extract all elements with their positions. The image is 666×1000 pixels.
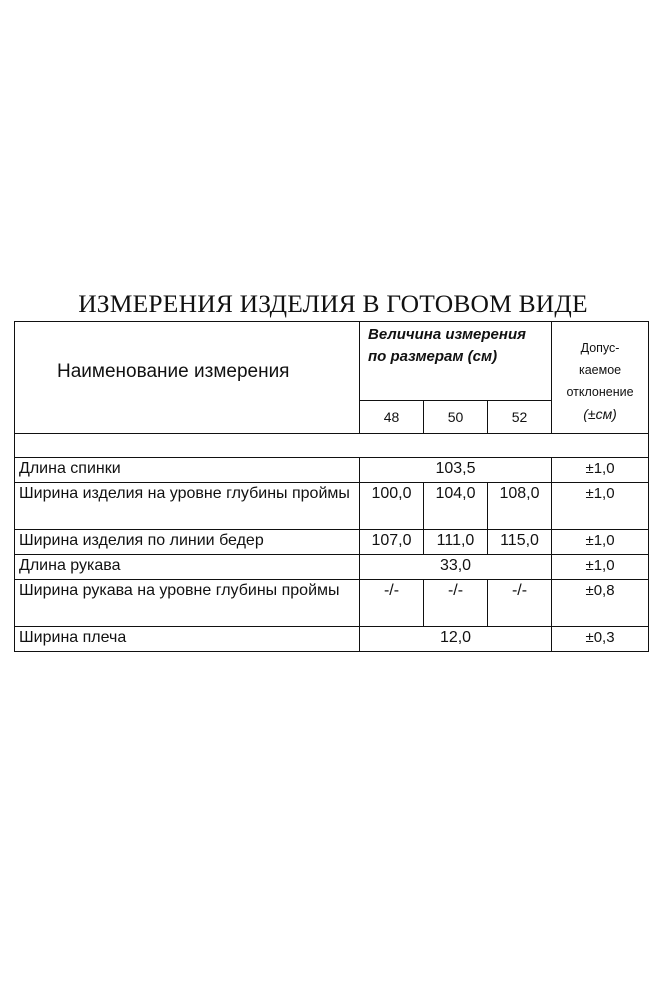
measurement-value-50: 104,0: [424, 483, 488, 530]
table-row: [15, 627, 649, 652]
document-title: ИЗМЕРЕНИЯ ИЗДЕЛИЯ В ГОТОВОМ ВИДЕ: [78, 289, 588, 318]
table-row: [15, 483, 649, 530]
size-52-header: 52: [488, 401, 552, 434]
measurement-tolerance: ±1,0: [552, 483, 649, 530]
tolerance-header-line2: каемое: [578, 362, 622, 377]
measurement-tolerance: ±1,0: [552, 458, 649, 483]
table-row: [15, 458, 649, 483]
measurement-tolerance: ±1,0: [552, 530, 649, 555]
measurement-name: Длина спинки: [15, 458, 360, 483]
table-row: [15, 555, 649, 580]
tolerance-header-line1: Допус-: [580, 340, 620, 355]
measurement-name: Длина рукава: [15, 555, 360, 580]
measurement-name: Ширина рукава на уровне глубины проймы: [15, 580, 360, 627]
measurements-table: [14, 321, 649, 652]
size-values-header-line2: по размерам (см): [368, 348, 498, 365]
measurement-name: Ширина изделия на уровне глубины проймы: [15, 483, 360, 530]
measurement-tolerance: ±0,8: [552, 580, 649, 627]
table-row: [15, 530, 649, 555]
measurement-value-50: -/-: [424, 580, 488, 627]
size-values-header: [360, 322, 552, 401]
spacer-cell: [15, 434, 649, 458]
table-row: [15, 580, 649, 627]
measurement-value-50: 111,0: [424, 530, 488, 555]
size-48-header: 48: [360, 401, 424, 434]
tolerance-header: [552, 322, 649, 434]
measurement-name-header: Наименование измерения: [15, 322, 360, 434]
measurement-tolerance: ±0,3: [552, 627, 649, 652]
measurement-value: 12,0: [360, 627, 552, 652]
tolerance-header-line4: (±см): [583, 405, 617, 422]
measurement-name: Ширина изделия по линии бедер: [15, 530, 360, 555]
measurement-value-52: 108,0: [488, 483, 552, 530]
measurement-name: Ширина плеча: [15, 627, 360, 652]
measurement-value: 103,5: [360, 458, 552, 483]
measurement-value: 33,0: [360, 555, 552, 580]
measurement-value-48: 100,0: [360, 483, 424, 530]
spacer-row: [15, 434, 649, 458]
measurement-tolerance: ±1,0: [552, 555, 649, 580]
header-row: [15, 322, 649, 401]
measurement-value-48: -/-: [360, 580, 424, 627]
size-values-header-line1: Величина измерения: [368, 326, 526, 343]
size-50-header: 50: [424, 401, 488, 434]
measurement-value-52: 115,0: [488, 530, 552, 555]
measurement-value-52: -/-: [488, 580, 552, 627]
measurement-value-48: 107,0: [360, 530, 424, 555]
tolerance-header-line3: отклонение: [566, 384, 634, 399]
